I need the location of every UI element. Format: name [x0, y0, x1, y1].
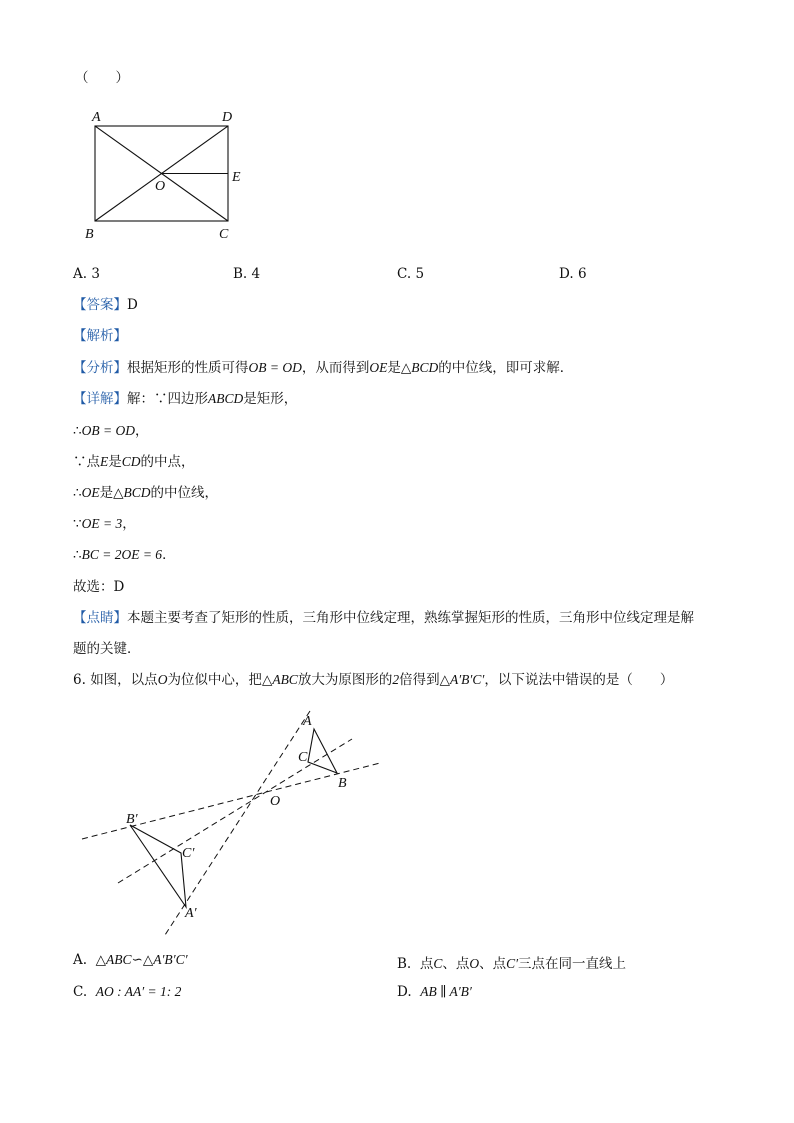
homothety-figure: [70, 705, 400, 940]
dashed-line-aa: [165, 711, 310, 935]
label-c: C: [298, 750, 308, 765]
q5-step-5: ∴BC = 2OE = 6．: [73, 547, 176, 563]
q5-option-d: D. 6: [559, 266, 587, 282]
rectangle-figure: [80, 105, 260, 245]
q5-option-b: B. 4: [233, 266, 261, 282]
q5-dianjing-1: 【点睛】本题主要考查了矩形的性质，三角形中位线定理，熟练掌握矩形的性质，三角形中位线定理是解: [73, 610, 694, 626]
label-b-prime: B′: [126, 812, 138, 827]
q5-step-2: ∵点E是CD的中点，: [73, 454, 195, 470]
label-o: O: [155, 179, 166, 194]
q5-fenxi: 【分析】根据矩形的性质可得OB = OD，从而得到OE是△BCD的中位线，即可求解．: [73, 360, 574, 376]
dashed-line-bb: [82, 763, 380, 839]
triangle-a2b2c2: [130, 825, 186, 907]
label-b: B: [85, 227, 94, 242]
label-e: E: [232, 170, 241, 185]
q5-dianjing-2: 题的关键．: [73, 641, 141, 657]
q5-option-c: C. 5: [397, 266, 425, 282]
label-a-prime: A′: [185, 906, 197, 921]
q6-stem: 6. 如图，以点O为位似中心，把△ABC放大为原图形的2倍得到△A′B′C′，以下说法中错误的是（ ）: [73, 672, 674, 688]
label-c: C: [219, 227, 229, 242]
label-d: D: [222, 110, 233, 125]
q5-answer: 【答案】D: [73, 297, 138, 313]
q5-option-a: A. 3: [73, 266, 100, 282]
q6-option-d: D. AB ∥ A′B′: [397, 984, 472, 1000]
label-o: O: [270, 794, 281, 809]
q6-option-a: A. △ABC∽△A′B′C′: [73, 952, 188, 968]
q5-step-4: ∵OE = 3，: [73, 516, 136, 532]
q5-xiangjie: 【详解】解：∵四边形ABCD是矩形，: [73, 391, 298, 407]
label-a: A: [303, 714, 312, 729]
q5-answer-paren: （ ）: [75, 70, 129, 86]
label-a: A: [92, 110, 101, 125]
q6-option-c: C. AO : AA′ = 1: 2: [73, 984, 182, 1000]
q5-analysis-heading: 【解析】: [73, 328, 127, 344]
dashed-line-cc: [118, 739, 352, 883]
label-b: B: [338, 776, 347, 791]
q6-option-b: B. 点C、点O、点C′三点在同一直线上: [397, 956, 627, 972]
label-c-prime: C′: [182, 846, 195, 861]
q5-choose: 故选：D: [73, 579, 125, 595]
q5-step-3: ∴OE是△BCD的中位线，: [73, 485, 218, 501]
q5-step-1: ∴OB = OD，: [73, 423, 149, 439]
